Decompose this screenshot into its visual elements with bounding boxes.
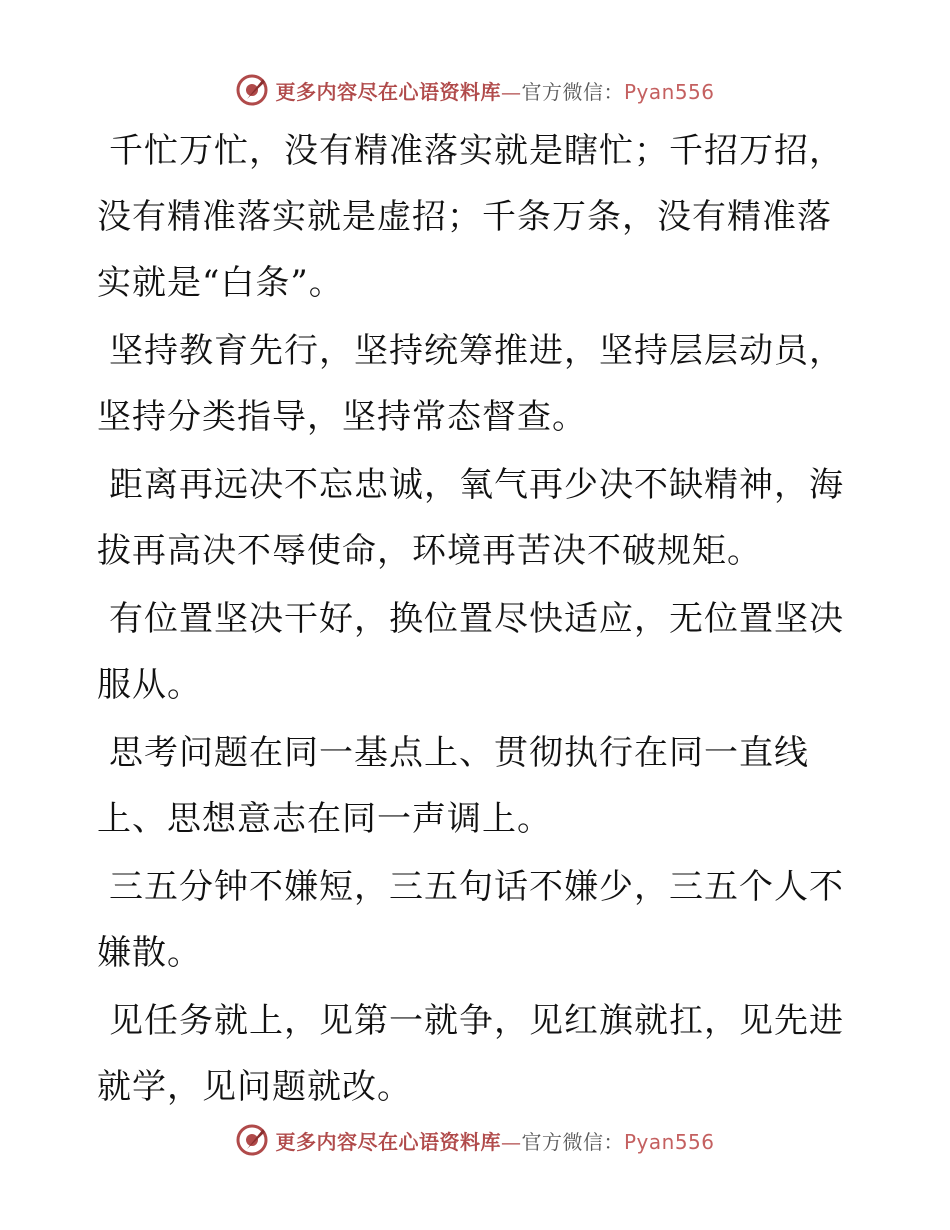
quill-seal-icon: [235, 73, 269, 107]
document-body: [97, 118, 857, 1122]
paragraph-4: 有位置坚决干好，换位置尽快适应，无位置坚决服从。: [97, 599, 844, 705]
footer-dash: —: [500, 1129, 522, 1154]
paragraph-5: 思考问题在同一基点上、贯彻执行在同一直线上、思想意志在同一声调上。: [97, 733, 809, 839]
footer-wechat-label: 官方微信：: [521, 1129, 624, 1154]
footer-brand: 更多内容尽在心语资料库: [275, 1129, 501, 1154]
footer-text: [275, 1126, 714, 1155]
header-wechat-id: Pyan556: [623, 79, 715, 104]
footer-banner: [0, 1120, 950, 1160]
paragraph-3: 距离再远决不忘忠诚，氧气再少决不缺精神，海拔再高决不辱使命，环境再苦决不破规矩。: [97, 465, 844, 571]
header-wechat-label: 官方微信：: [521, 79, 624, 104]
header-brand: 更多内容尽在心语资料库: [275, 79, 501, 104]
footer-wechat-id: Pyan556: [623, 1129, 715, 1154]
header-banner: [0, 70, 950, 110]
paragraph-7: 见任务就上，见第一就争，见红旗就扛，见先进就学，见问题就改。: [97, 1001, 844, 1107]
quill-seal-icon: [235, 1123, 269, 1157]
header-text: [275, 76, 714, 105]
paragraph-2: 坚持教育先行，坚持统筹推进，坚持层层动员，坚持分类指导，坚持常态督查。: [97, 331, 844, 437]
paragraph-6: 三五分钟不嫌短，三五句话不嫌少，三五个人不嫌散。: [97, 867, 844, 973]
paragraph-1: 千忙万忙，没有精准落实就是瞎忙；千招万招，没有精准落实就是虚招；千条万条，没有精准落实就是“白条”。: [97, 131, 844, 303]
header-dash: —: [500, 79, 522, 104]
